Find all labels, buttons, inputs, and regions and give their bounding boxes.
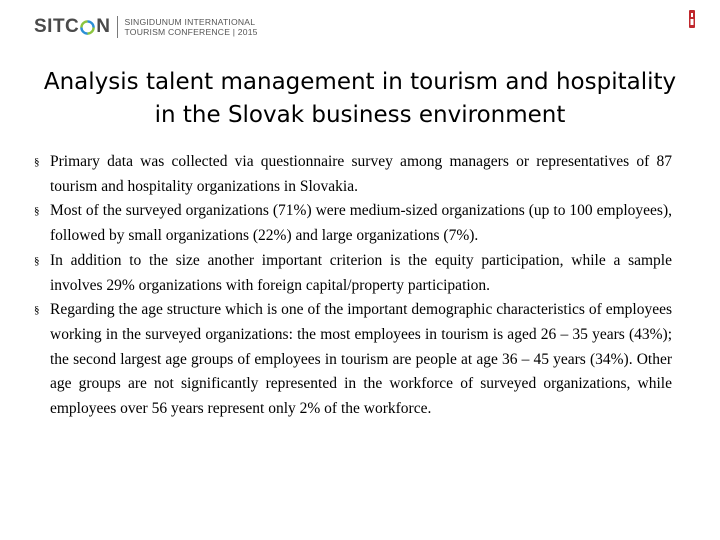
logo-tagline-line-2: TOURISM CONFERENCE | 2015: [124, 27, 258, 37]
logo-divider: [117, 16, 118, 38]
bullet-text: Regarding the age structure which is one of the important demographic characteristics of employees working in the surveyed organizations: the most employees in tourism is aged 26 – 35 years (43%); the second largest age groups of employees in tourism are people at age 36 – 45 years (34%). Other age groups are not significantly represented in the workforce of surveyed organizations, while employees over 56 years represent only 2% of the workforce.: [50, 301, 672, 418]
bullet-item: [34, 199, 672, 248]
logo-text-left: SITC: [34, 16, 80, 37]
bullet-item: [34, 150, 672, 199]
bullet-text: In addition to the size another important criterion is the equity participation, while a sample involves 29% organizations with foreign capital/property participation.: [50, 251, 672, 294]
bullet-item: [34, 249, 672, 298]
logo-tagline-line-1: SINGIDUNUM INTERNATIONAL: [124, 17, 256, 27]
logo-tagline: [125, 17, 258, 37]
logo-text-right: N: [96, 16, 111, 37]
logo-ring-icon: [80, 20, 95, 35]
conference-logo: [34, 16, 258, 38]
bullet-marker-icon: §: [34, 254, 40, 267]
bullet-marker-icon: §: [34, 156, 40, 168]
university-emblem-icon: [686, 8, 698, 30]
bullet-list: [34, 150, 672, 422]
bullet-text: Primary data was collected via questionnaire survey among managers or representatives of 87 tourism and hospitality organizations in Slovakia.: [50, 153, 672, 195]
logo-wordmark: [34, 16, 111, 38]
bullet-marker-icon: §: [34, 304, 40, 317]
bullet-text: Most of the surveyed organizations (71%) were medium-sized organizations (up to 100 employees), followed by small organizations (22%) and large organizations (7%).: [50, 202, 672, 245]
slide-title: [30, 66, 690, 132]
bullet-marker-icon: §: [34, 205, 40, 218]
bullet-item: [34, 298, 672, 422]
slide-title-line-2: in the Slovak business environment: [154, 102, 566, 128]
slide-title-line-1: Analysis talent management in tourism and hospitality: [43, 69, 677, 95]
